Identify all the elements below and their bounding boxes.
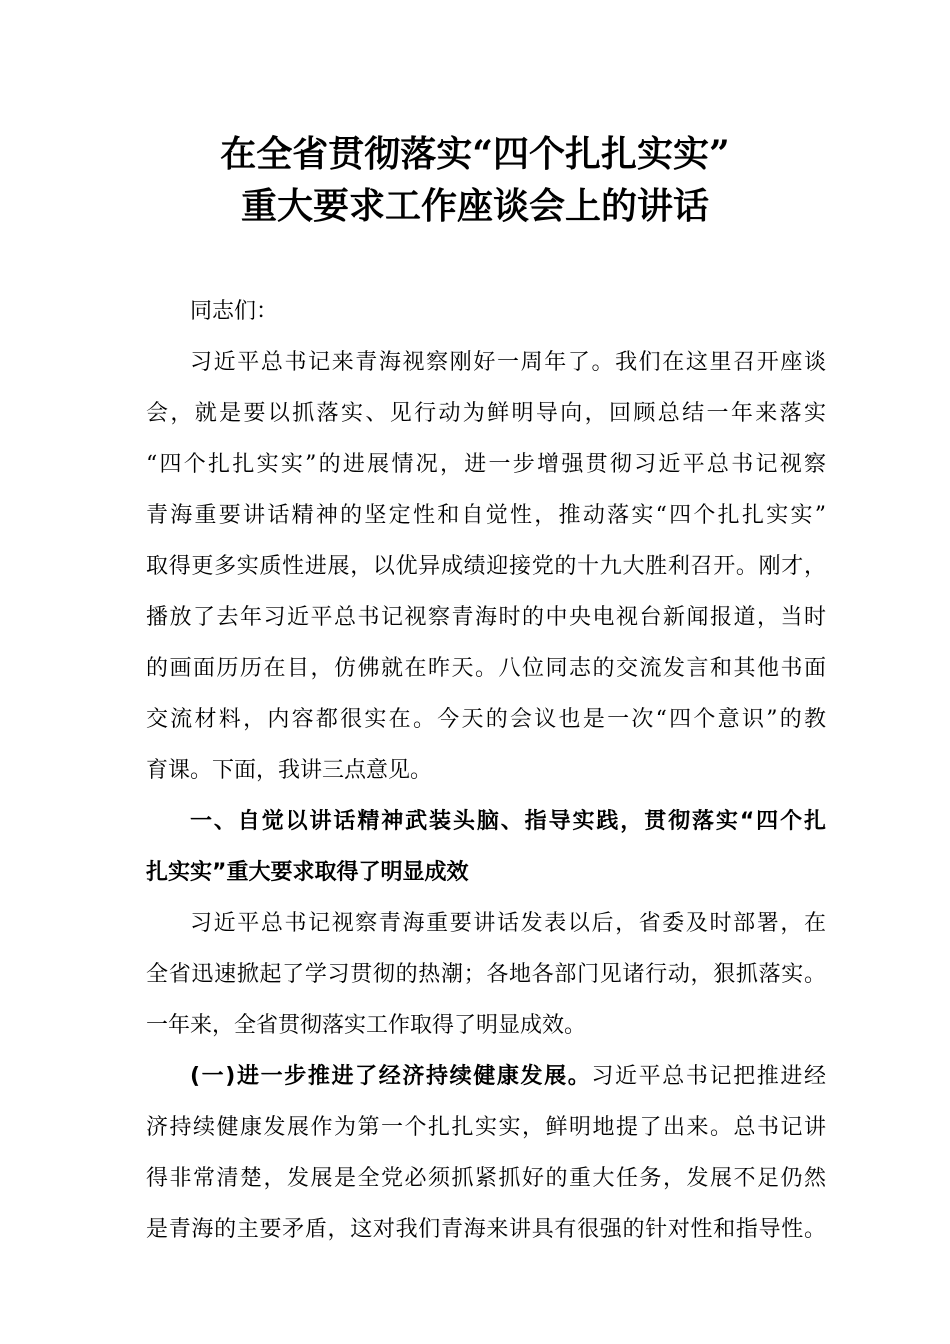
paragraph-line: 的画面历历在目，仿佛就在昨天。八位同志的交流发言和其他书面 — [146, 656, 826, 681]
paragraph-line: 习近平总书记视察青海重要讲话发表以后，省委及时部署，在 — [190, 911, 826, 936]
paragraph-line: “四个扎扎实实”的进展情况，进一步增强贯彻习近平总书记视察 — [146, 452, 826, 477]
paragraph-line: 济持续健康发展作为第一个扎扎实实，鲜明地提了出来。总书记讲 — [146, 1115, 826, 1140]
paragraph-line: 得非常清楚，发展是全党必须抓紧抓好的重大任务，发展不足仍然 — [146, 1166, 826, 1191]
paragraph-line: 是青海的主要矛盾，这对我们青海来讲具有很强的针对性和指导性。 — [146, 1217, 826, 1242]
salutation: 同志们： — [190, 299, 279, 324]
subsection-heading: (一)进一步推进了经济持续健康发展。 — [190, 1064, 592, 1089]
paragraph-line: 交流材料，内容都很实在。今天的会议也是一次“四个意识”的教 — [146, 707, 826, 732]
paragraph-line: 播放了去年习近平总书记视察青海时的中央电视台新闻报道，当时 — [146, 605, 826, 630]
section-heading-line: 扎实实”重大要求取得了明显成效 — [146, 860, 469, 885]
paragraph-line: 取得更多实质性进展，以优异成绩迎接党的十九大胜利召开。刚才， — [146, 554, 826, 579]
paragraph-line: 育课。下面，我讲三点意见。 — [146, 758, 433, 783]
paragraph-line: 会，就是要以抓落实、见行动为鲜明导向，回顾总结一年来落实 — [146, 401, 826, 426]
paragraph-line: 一年来，全省贯彻落实工作取得了明显成效。 — [146, 1013, 587, 1038]
paragraph-line: 全省迅速掀起了学习贯彻的热潮；各地各部门见诸行动，狠抓落实。 — [146, 962, 826, 987]
section-heading-line: 一、自觉以讲话精神武装头脑、指导实践，贯彻落实“四个扎 — [190, 809, 826, 834]
document-body — [146, 286, 826, 1255]
subsection-paragraph-first-line — [146, 1051, 826, 1102]
paragraph-text: 习近平总书记把推进经 — [591, 1064, 826, 1089]
paragraph-line: 习近平总书记来青海视察刚好一周年了。我们在这里召开座谈 — [190, 350, 826, 375]
paragraph-line: 青海重要讲话精神的坚定性和自觉性，推动落实“四个扎扎实实” — [146, 503, 826, 528]
document-title-line-2: 重大要求工作座谈会上的讲话 — [240, 185, 709, 227]
document-title-line-1: 在全省贯彻落实“四个扎扎实实” — [220, 133, 730, 175]
